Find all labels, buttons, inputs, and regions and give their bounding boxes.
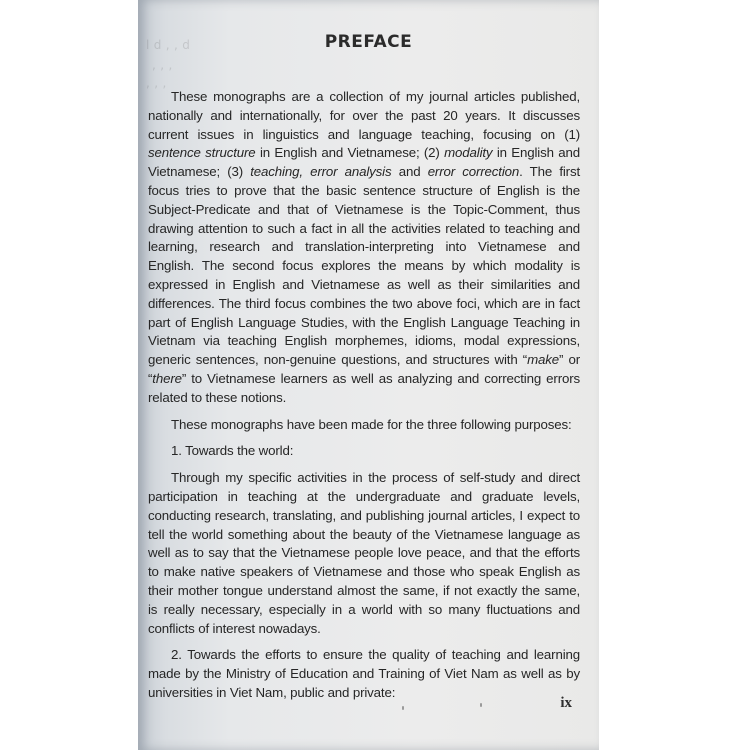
text-run: in English and Vietnamese; (2) xyxy=(255,145,445,161)
italic-term: make xyxy=(527,352,559,368)
italic-term: error correction xyxy=(427,164,520,180)
text-run: ” to Vietnamese learners as well as analyzing and correcting errors related to these notions. xyxy=(148,370,580,405)
print-speck xyxy=(402,706,404,710)
text-run: These monographs are a collection of my journal articles published, nationally and internationally, for over the past 20 years. It discusses current issues in linguistics and language teaching, focusing on (1) xyxy=(148,89,580,142)
text-run: ” or “ xyxy=(148,352,580,386)
paragraph-world: Through my specific activities in the process of self-study and direct participation in teaching at the undergraduate and graduate levels, conducting research, translating, and publishing journal articles, I expect to tell the world something about the beauty of the Vietnamese language as well as to say that the Vietnamese people love peace, and that the efforts to make native speakers of Vietnamese and those who speak English as their mother tongue understand almost the same, if not exactly the same, is really necessary, especially in a world with so many fluctuations and conflicts of interest nowadays. xyxy=(148,470,580,636)
purpose-heading-world: 1. Towards the world: xyxy=(171,443,294,459)
preface-body xyxy=(148,88,580,711)
page-number: ix xyxy=(560,695,572,711)
italic-term: sentence structure xyxy=(148,145,256,161)
print-speck xyxy=(480,703,482,707)
book-page xyxy=(138,0,599,750)
italic-term: teaching, error analysis xyxy=(250,164,392,180)
paragraph-purposes: These monographs have been made for the three following purposes: xyxy=(171,416,572,432)
show-through-line: , , , xyxy=(146,76,167,90)
show-through-line: , , , xyxy=(152,58,173,72)
text-run: . The first focus tries to prove that the basic sentence structure of English is the Subject-Predicate and that of Vietnamese is the Topic-Comment, thus drawing attention to such a fact in all the activities related to teaching and learning, research and translation-interpreting into Vietnamese and English. The second focus explores the means by which modality is expressed in English and Vietnamese as well as their similarities and differences. The third focus combines the two above foci, which are in fact part of English Language Studies, with the English Language Teaching in Vietnam via teaching English morphemes, idioms, modal expressions, generic sentences, non-genuine questions, and structures with “ xyxy=(148,164,581,368)
show-through-line: l d , , d xyxy=(146,38,191,52)
text-run: in English and Vietnamese; (3) xyxy=(148,145,580,180)
page-title: PREFACE xyxy=(324,32,413,52)
purpose-heading-quality: 2. Towards the efforts to ensure the quality of teaching and learning made by the Ministry of Education and Training of Viet Nam as well as by universities in Viet Nam, public and private: xyxy=(148,647,580,700)
text-run: and xyxy=(391,164,428,180)
italic-term: there xyxy=(152,370,182,386)
italic-term: modality xyxy=(444,145,493,161)
paragraph-intro xyxy=(148,88,580,408)
